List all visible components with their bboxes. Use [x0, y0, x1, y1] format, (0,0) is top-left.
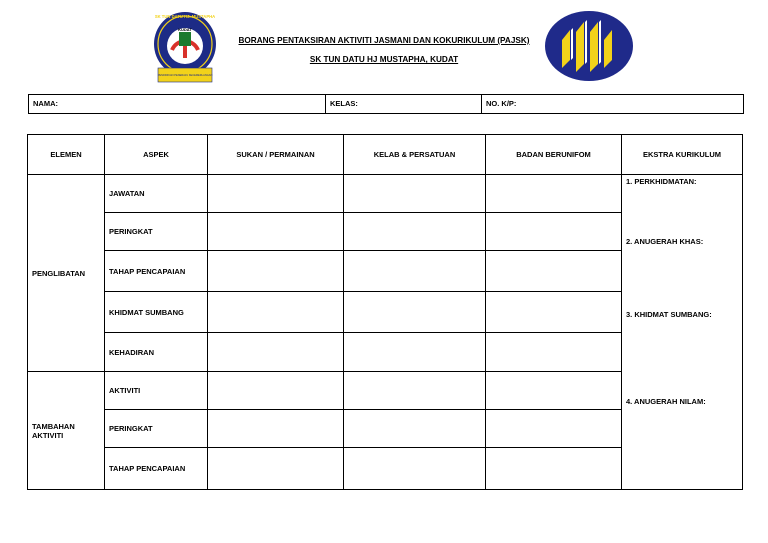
aspek-cell: KHIDMAT SUMBANG: [105, 292, 208, 333]
input-cell[interactable]: [208, 213, 344, 251]
input-cell[interactable]: [208, 410, 344, 448]
input-cell[interactable]: [344, 213, 486, 251]
input-cell[interactable]: [486, 251, 622, 292]
input-cell[interactable]: [344, 448, 486, 490]
ekstra-item: 4. ANUGERAH NILAM:: [626, 397, 706, 406]
col-header-sukan: SUKAN / PERMAINAN: [208, 135, 344, 175]
aspek-cell: TAHAP PENCAPAIAN: [105, 448, 208, 490]
ministry-logo: [544, 10, 634, 82]
logo-town-text: KUDAT: [178, 27, 192, 32]
input-cell[interactable]: [486, 410, 622, 448]
header-row: [28, 135, 743, 175]
ekstra-item: 2. ANUGERAH KHAS:: [626, 237, 704, 246]
input-cell[interactable]: [344, 333, 486, 372]
input-cell[interactable]: [208, 333, 344, 372]
student-info-bar: [28, 94, 744, 114]
nama-field[interactable]: [29, 95, 323, 113]
input-cell[interactable]: [344, 372, 486, 410]
kelas-field[interactable]: [326, 95, 475, 113]
input-cell[interactable]: [486, 372, 622, 410]
nama-label: NAMA:: [33, 99, 58, 108]
input-cell[interactable]: [208, 448, 344, 490]
nokp-field[interactable]: [482, 95, 736, 113]
input-cell[interactable]: [486, 175, 622, 213]
ekstra-item: 3. KHIDMAT SUMBANG:: [626, 310, 712, 319]
kelas-label: KELAS:: [330, 99, 358, 108]
elemen-penglibatan: PENGLIBATAN: [28, 175, 105, 372]
col-header-kelab: KELAB & PERSATUAN: [344, 135, 486, 175]
input-cell[interactable]: [344, 292, 486, 333]
input-cell[interactable]: [208, 372, 344, 410]
ekstra-kurikulum-cell[interactable]: [622, 175, 743, 490]
input-cell[interactable]: [344, 175, 486, 213]
col-header-badan: BADAN BERUNIFOM: [486, 135, 622, 175]
input-cell[interactable]: [208, 292, 344, 333]
col-header-aspek: ASPEK: [105, 135, 208, 175]
elemen-tambahan-aktiviti: TAMBAHAN AKTIVITI: [28, 372, 105, 490]
input-cell[interactable]: [486, 292, 622, 333]
input-cell[interactable]: [486, 213, 622, 251]
input-cell[interactable]: [486, 333, 622, 372]
school-logo: [152, 10, 218, 86]
nokp-label: NO. K/P:: [486, 99, 517, 108]
aspek-cell: JAWATAN: [105, 175, 208, 213]
aspek-cell: AKTIVITI: [105, 372, 208, 410]
aspek-cell: TAHAP PENCAPAIAN: [105, 251, 208, 292]
form-title: BORANG PENTAKSIRAN AKTIVITI JASMANI DAN KOKURIKULUM (PAJSK): [238, 36, 530, 45]
col-header-ekstra: EKSTRA KURIKULUM: [622, 135, 743, 175]
logo-motto-text: PENDIDIKAN PENERAJU KECEMERLANGAN: [157, 74, 213, 77]
input-cell[interactable]: [344, 410, 486, 448]
input-cell[interactable]: [208, 251, 344, 292]
input-cell[interactable]: [344, 251, 486, 292]
col-header-elemen: ELEMEN: [28, 135, 105, 175]
school-name: SK TUN DATU HJ MUSTAPHA, KUDAT: [309, 55, 459, 64]
input-cell[interactable]: [486, 448, 622, 490]
input-cell[interactable]: [208, 175, 344, 213]
aspek-cell: PERINGKAT: [105, 213, 208, 251]
ekstra-item: 1. PERKHIDMATAN:: [626, 177, 697, 186]
aspek-cell: KEHADIRAN: [105, 333, 208, 372]
logo-ring-text: SK TUN DATU HJ. MUSTAPHA: [154, 14, 216, 19]
aspek-cell: PERINGKAT: [105, 410, 208, 448]
assessment-table: [27, 134, 743, 490]
table-row: [28, 175, 743, 213]
